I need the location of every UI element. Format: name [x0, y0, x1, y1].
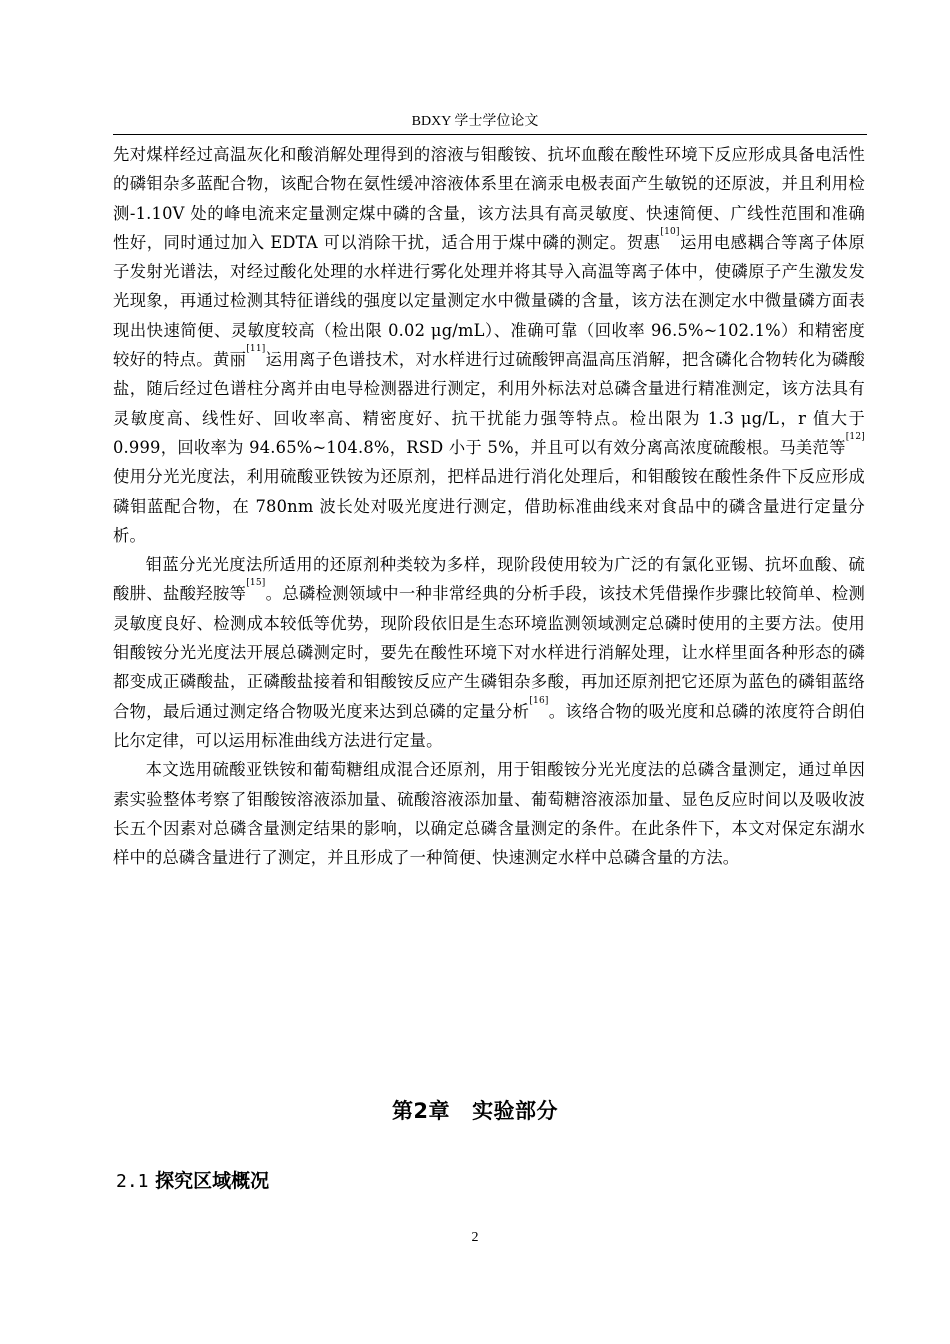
section-title	[116, 1166, 269, 1193]
paragraph-2-part-a: 钼蓝分光光度法所适用的还原剂种类较为多样，现阶段使用较为广泛的有氯化亚锡、抗坏血酸、硫酸肼、盐酸羟胺等	[113, 555, 865, 604]
paragraph-2-part-b: 。总磷检测领域中一种非常经典的分析手段，该技术凭借操作步骤比较简单、检测灵敏度良好、检测成本较低等优势，现阶段依旧是生态环境监测领域测定总磷时使用的主要方法。使用钼酸铵分光光度法开展总磷测定时，要先在酸性环境下对水样进行消解处理，让水样里面各种形态的磷都变成正磷酸盐，正磷酸盐接着和钼酸铵反应产生磷钼杂多酸，再加还原剂把它还原为蓝色的磷钼蓝络合物，最后通过测定络合物吸光度来达到总磷的定量分析	[113, 584, 865, 721]
paragraph-2-part-c: 。该络合物的吸光度和总磷的浓度符合朗伯比尔定律，可以运用标准曲线方法进行定量。	[113, 701, 865, 750]
section-number: 2.1	[116, 1171, 149, 1192]
citation-12: [12]	[845, 431, 865, 442]
chapter-number: 第2章	[391, 1099, 451, 1123]
citation-16: [16]	[529, 695, 549, 706]
paragraph-1-part-c: 运用离子色谱技术，对水样进行过硫酸钾高温高压消解，把含磷化合物转化为磷酸盐，随后经过色谱柱分离并由电导检测器进行测定，利用外标法对总磷含量进行精准测定，该方法具有灵敏度高、线性好、回收率高、精密度好、抗干扰能力强等特点。检出限为 1.3 μg/L，r 值大于 0.999，回收率为 94.65%~104.8%，RSD 小于 5%，并且可以有效分离高浓度硫酸根。马美范等	[113, 350, 865, 457]
paragraph-2	[113, 550, 865, 755]
paragraph-1-part-d: 使用分光光度法，利用硫酸亚铁铵为还原剂，把样品进行消化处理后，和钼酸铵在酸性条件下反应形成磷钼蓝配合物，在 780nm 波长处对吸光度进行测定，借助标准曲线来对食品中的磷含量进行定量分析。	[113, 467, 865, 545]
citation-15: [15]	[246, 578, 266, 589]
body-text	[113, 140, 865, 872]
paragraph-3: 本文选用硫酸亚铁铵和葡萄糖组成混合还原剂，用于钼酸铵分光光度法的总磷含量测定，通过单因素实验整体考察了钼酸铵溶液添加量、硫酸溶液添加量、葡萄糖溶液添加量、显色反应时间以及吸收波长五个因素对总磷含量测定结果的影响，以确定总磷含量测定的条件。在此条件下，本文对保定东湖水样中的总磷含量进行了测定，并且形成了一种简便、快速测定水样中总磷含量的方法。	[113, 760, 865, 868]
chapter-title	[0, 1095, 950, 1125]
page-number: 2	[471, 1230, 479, 1245]
citation-11: [11]	[246, 344, 266, 355]
paragraph-1-part-a: 先对煤样经过高温灰化和酸消解处理得到的溶液与钼酸铵、抗坏血酸在酸性环境下反应形成具备电活性的磷钼杂多蓝配合物，该配合物在氨性缓冲溶液体系里在滴汞电极表面产生敏锐的还原波，并且利用检测-1.10V 处的峰电流来定量测定煤中磷的含量，该方法具有高灵敏度、快速简便、广线性范围和准确性好，同时通过加入 EDTA 可以消除干扰，适合用于煤中磷的测定。贺惠	[113, 145, 865, 252]
citation-10: [10]	[660, 226, 680, 237]
paragraph-1-part-b: 运用电感耦合等离子体原子发射光谱法，对经过酸化处理的水样进行雾化处理并将其导入高温等离子体中，使磷原子产生激发发光现象，再通过检测其特征谱线的强度以定量测定水中微量磷的含量，该方法在测定水中微量磷方面表现出快速简便、灵敏度较高（检出限 0.02 μg/mL）、准确可靠（回收率 96.5%~102.1%）和精密度较好的特点。黄丽	[113, 232, 865, 370]
header-rule	[113, 134, 867, 135]
chapter-name: 实验部分	[472, 1099, 559, 1123]
paragraph-1	[113, 140, 865, 550]
page-header: BDXY 学士学位论文	[411, 114, 539, 129]
section-name: 探究区域概况	[155, 1170, 270, 1192]
